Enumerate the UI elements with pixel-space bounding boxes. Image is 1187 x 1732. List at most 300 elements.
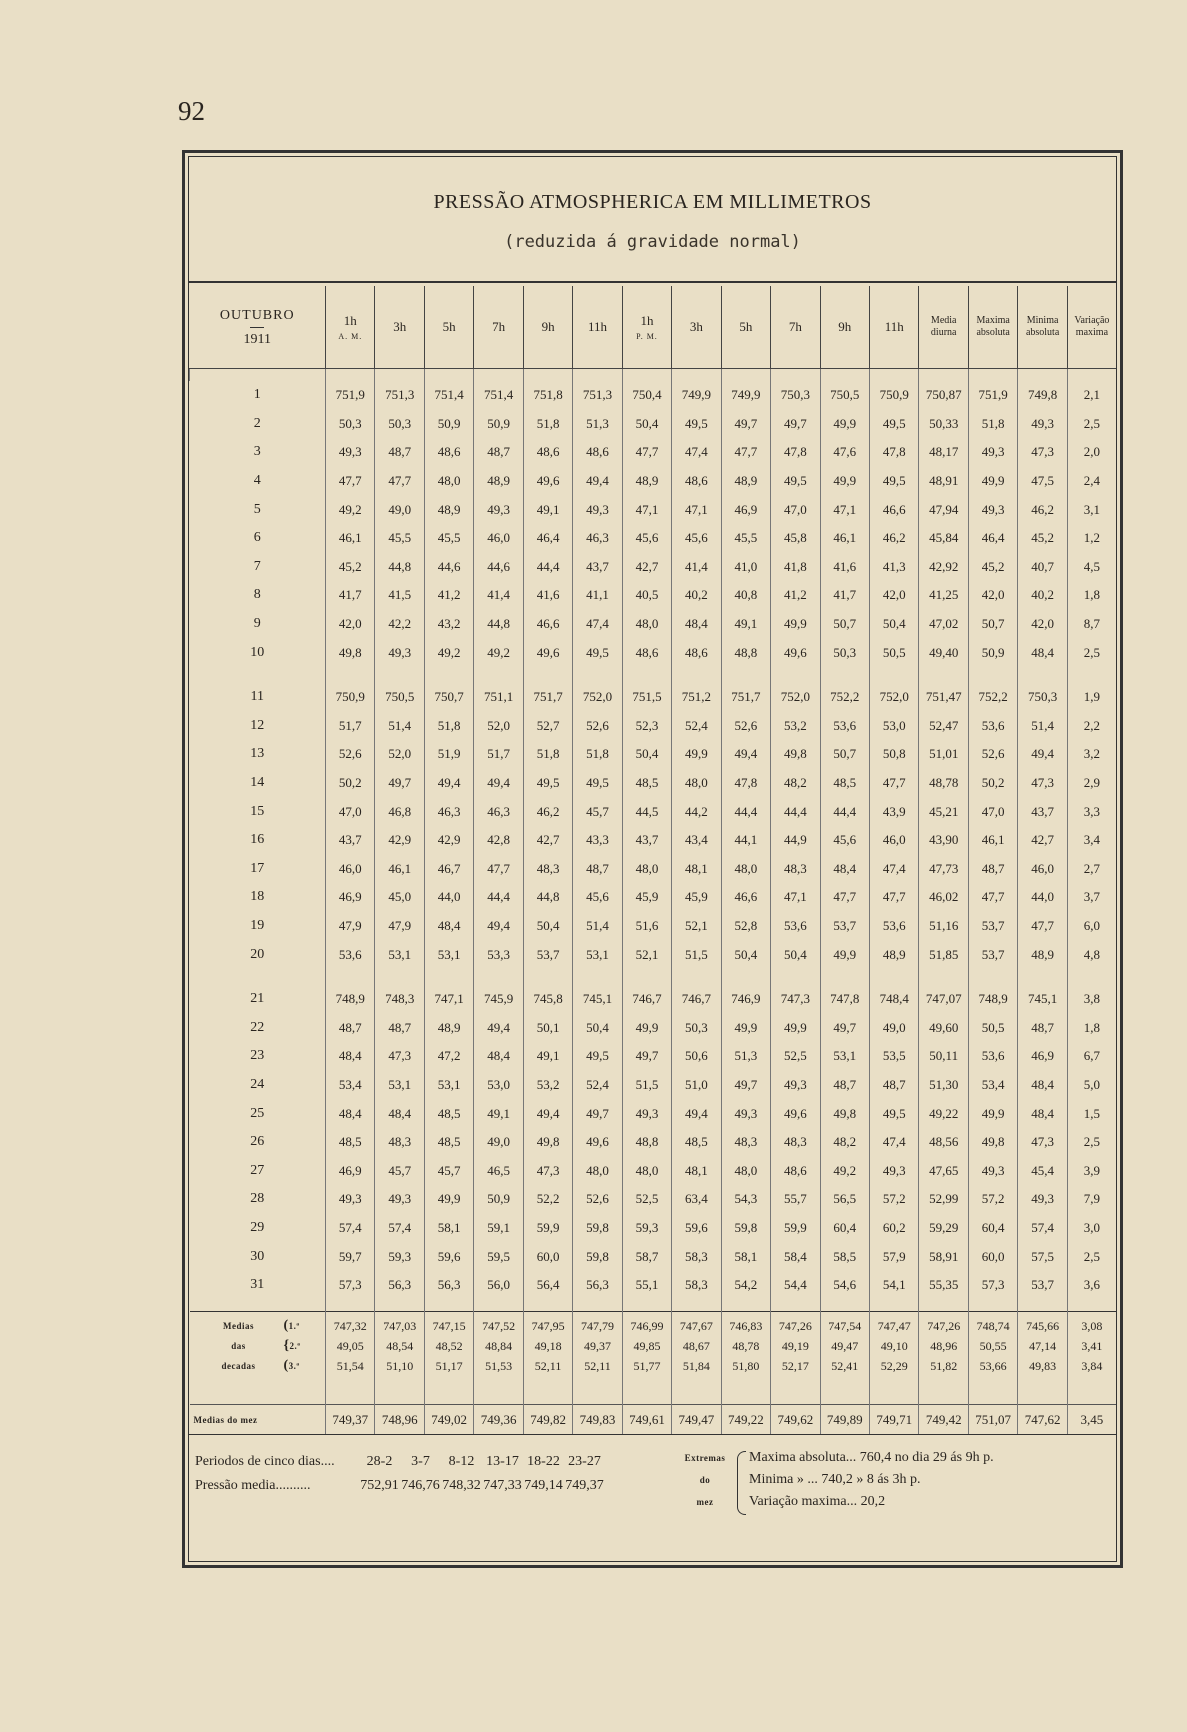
day-cell: 13 bbox=[250, 746, 265, 762]
value-cell: 49,3 bbox=[870, 1156, 919, 1185]
max-cell: 46,1 bbox=[968, 826, 1017, 855]
max-cell: 53,7 bbox=[968, 912, 1017, 941]
spacer-cell bbox=[573, 1376, 622, 1405]
day-cell: 18 bbox=[250, 889, 265, 905]
month-value: 748,96 bbox=[375, 1405, 424, 1436]
value-cell: 747,8 bbox=[820, 985, 869, 1014]
value-cell: 52,8 bbox=[721, 912, 770, 941]
media-cell: 52,47 bbox=[919, 712, 968, 741]
spacer-cell bbox=[326, 1376, 375, 1405]
value-cell: 49,4 bbox=[474, 769, 523, 798]
year-label: 1911 bbox=[243, 331, 271, 347]
value-cell: 49,5 bbox=[573, 1042, 622, 1071]
table-row bbox=[190, 1042, 1117, 1071]
min-cell: 40,2 bbox=[1018, 581, 1067, 610]
media-cell: 50,33 bbox=[919, 410, 968, 439]
value-cell: 52,0 bbox=[375, 740, 424, 769]
media-cell: 48,78 bbox=[919, 769, 968, 798]
table-row bbox=[190, 1242, 1117, 1271]
value-cell: 52,5 bbox=[771, 1042, 820, 1071]
value-cell: 49,9 bbox=[820, 410, 869, 439]
value-cell: 48,9 bbox=[474, 467, 523, 496]
max-cell: 49,3 bbox=[968, 495, 1017, 524]
table-frame bbox=[182, 150, 1123, 1568]
var-cell: 1,5 bbox=[1067, 1099, 1116, 1128]
max-cell: 49,8 bbox=[968, 1128, 1017, 1157]
value-cell: 51,7 bbox=[326, 712, 375, 741]
decade-var: 3,08 bbox=[1067, 1312, 1116, 1337]
spacer-cell bbox=[375, 667, 424, 683]
hour-header bbox=[523, 286, 572, 369]
value-cell: 49,3 bbox=[375, 1185, 424, 1214]
stat-header bbox=[919, 286, 968, 369]
value-cell: 51,5 bbox=[622, 1071, 671, 1100]
value-cell: 48,4 bbox=[326, 1099, 375, 1128]
value-cell: 44,5 bbox=[622, 797, 671, 826]
value-cell: 46,3 bbox=[424, 797, 473, 826]
max-cell: 49,3 bbox=[968, 1156, 1017, 1185]
media-cell: 55,35 bbox=[919, 1271, 968, 1300]
day-cell: 16 bbox=[250, 832, 265, 848]
value-cell: 58,7 bbox=[622, 1242, 671, 1271]
value-cell: 49,4 bbox=[424, 769, 473, 798]
value-cell: 49,9 bbox=[721, 1013, 770, 1042]
max-cell: 50,7 bbox=[968, 610, 1017, 639]
var-cell: 6,0 bbox=[1067, 912, 1116, 941]
value-cell: 48,8 bbox=[622, 1128, 671, 1157]
spacer-cell bbox=[424, 1299, 473, 1312]
min-cell: 42,7 bbox=[1018, 826, 1067, 855]
value-cell: 750,7 bbox=[424, 683, 473, 712]
media-cell: 51,01 bbox=[919, 740, 968, 769]
value-cell: 50,6 bbox=[672, 1042, 721, 1071]
value-cell: 42,7 bbox=[523, 826, 572, 855]
table-row bbox=[190, 438, 1117, 467]
value-cell: 47,0 bbox=[326, 797, 375, 826]
value-cell: 51,8 bbox=[523, 740, 572, 769]
value-cell: 49,1 bbox=[721, 610, 770, 639]
media-cell: 51,16 bbox=[919, 912, 968, 941]
value-cell: 60,4 bbox=[820, 1214, 869, 1243]
value-cell: 49,0 bbox=[474, 1128, 523, 1157]
min-cell: 749,8 bbox=[1018, 381, 1067, 410]
value-cell: 48,4 bbox=[474, 1042, 523, 1071]
hour-header bbox=[622, 286, 671, 369]
value-cell: 48,5 bbox=[622, 769, 671, 798]
day-cell: 5 bbox=[253, 501, 261, 517]
value-cell: 751,2 bbox=[672, 683, 721, 712]
period-value: 23-27 bbox=[568, 1454, 601, 1469]
value-cell: 47,9 bbox=[375, 912, 424, 941]
decade-row bbox=[190, 1356, 1117, 1376]
spacer-cell bbox=[968, 969, 1017, 985]
max-cell: 751,9 bbox=[968, 381, 1017, 410]
period-value: 8-12 bbox=[448, 1454, 475, 1469]
value-cell: 49,8 bbox=[523, 1128, 572, 1157]
spacer-cell bbox=[573, 667, 622, 683]
decade-value: 48,84 bbox=[474, 1336, 523, 1356]
value-cell: 45,2 bbox=[326, 553, 375, 582]
spacer-cell bbox=[375, 1376, 424, 1405]
value-cell: 751,3 bbox=[375, 381, 424, 410]
value-cell: 40,5 bbox=[622, 581, 671, 610]
hour-header bbox=[573, 286, 622, 369]
extreme-min: Minima » ... 740,2 » 8 ás 3h p. bbox=[749, 1472, 921, 1487]
var-cell: 3,0 bbox=[1067, 1214, 1116, 1243]
month-value: 749,22 bbox=[721, 1405, 770, 1436]
value-cell: 47,3 bbox=[523, 1156, 572, 1185]
value-cell: 51,0 bbox=[672, 1071, 721, 1100]
min-cell: 47,3 bbox=[1018, 438, 1067, 467]
hour-label: 1h bbox=[640, 313, 654, 328]
value-cell: 52,6 bbox=[573, 1185, 622, 1214]
value-cell: 49,0 bbox=[870, 1013, 919, 1042]
var-cell: 3,8 bbox=[1067, 985, 1116, 1014]
value-cell: 46,9 bbox=[326, 1156, 375, 1185]
value-cell: 48,1 bbox=[672, 1156, 721, 1185]
min-cell: 45,2 bbox=[1018, 524, 1067, 553]
value-cell: 44,1 bbox=[721, 826, 770, 855]
value-cell: 44,4 bbox=[474, 883, 523, 912]
decade-value: 747,26 bbox=[771, 1312, 820, 1337]
spacer-cell bbox=[721, 1299, 770, 1312]
value-cell: 53,6 bbox=[870, 912, 919, 941]
max-cell: 50,9 bbox=[968, 638, 1017, 667]
value-cell: 48,9 bbox=[622, 467, 671, 496]
value-cell: 48,4 bbox=[820, 855, 869, 884]
spacer-cell bbox=[771, 667, 820, 683]
value-cell: 52,3 bbox=[622, 712, 671, 741]
table-row bbox=[190, 940, 1117, 969]
decade-ordinal: 2.ª bbox=[289, 1341, 301, 1352]
pressure-value: 749,37 bbox=[565, 1478, 604, 1493]
value-cell: 46,4 bbox=[523, 524, 572, 553]
value-cell: 48,9 bbox=[721, 467, 770, 496]
value-cell: 57,4 bbox=[375, 1214, 424, 1243]
spacer-cell bbox=[474, 667, 523, 683]
spacer-cell bbox=[573, 969, 622, 985]
decade-value: 51,53 bbox=[474, 1356, 523, 1376]
value-cell: 748,4 bbox=[870, 985, 919, 1014]
spacer-cell bbox=[1018, 369, 1067, 382]
value-cell: 751,7 bbox=[721, 683, 770, 712]
value-cell: 49,8 bbox=[771, 740, 820, 769]
min-cell: 47,3 bbox=[1018, 1128, 1067, 1157]
var-cell: 4,5 bbox=[1067, 553, 1116, 582]
value-cell: 48,6 bbox=[622, 638, 671, 667]
spacer-cell bbox=[474, 369, 523, 382]
media-cell: 47,02 bbox=[919, 610, 968, 639]
value-cell: 751,8 bbox=[523, 381, 572, 410]
spacer-cell bbox=[1067, 369, 1116, 382]
value-cell: 50,3 bbox=[672, 1013, 721, 1042]
value-cell: 49,5 bbox=[523, 769, 572, 798]
table-row bbox=[190, 683, 1117, 712]
var-cell: 4,8 bbox=[1067, 940, 1116, 969]
table-row bbox=[190, 712, 1117, 741]
value-cell: 52,0 bbox=[474, 712, 523, 741]
spacer-cell bbox=[919, 1299, 968, 1312]
value-cell: 45,5 bbox=[424, 524, 473, 553]
value-cell: 47,9 bbox=[326, 912, 375, 941]
decade-value: 52,29 bbox=[870, 1356, 919, 1376]
spacer-cell bbox=[771, 369, 820, 382]
pressure-value: 747,33 bbox=[483, 1478, 522, 1493]
stat-header-line1: Variação bbox=[1074, 315, 1110, 326]
value-cell: 47,1 bbox=[672, 495, 721, 524]
value-cell: 750,4 bbox=[622, 381, 671, 410]
max-cell: 48,7 bbox=[968, 855, 1017, 884]
value-cell: 52,6 bbox=[573, 712, 622, 741]
decade-ordinal: 3.ª bbox=[288, 1361, 300, 1372]
value-cell: 59,8 bbox=[573, 1214, 622, 1243]
spacer-cell bbox=[523, 1376, 572, 1405]
value-cell: 49,7 bbox=[721, 1071, 770, 1100]
var-cell: 2,1 bbox=[1067, 381, 1116, 410]
value-cell: 50,5 bbox=[870, 638, 919, 667]
month-name: OUTUBRO bbox=[219, 307, 295, 323]
value-cell: 58,3 bbox=[672, 1271, 721, 1300]
value-cell: 50,4 bbox=[870, 610, 919, 639]
hour-header bbox=[721, 286, 770, 369]
month-max: 751,07 bbox=[968, 1405, 1017, 1436]
decade-label-cell bbox=[190, 1312, 326, 1337]
value-cell: 48,0 bbox=[721, 1156, 770, 1185]
day-cell: 31 bbox=[250, 1277, 265, 1293]
decade-value: 52,17 bbox=[771, 1356, 820, 1376]
value-cell: 46,6 bbox=[721, 883, 770, 912]
value-cell: 48,7 bbox=[820, 1071, 869, 1100]
value-cell: 48,3 bbox=[721, 1128, 770, 1157]
value-cell: 47,7 bbox=[474, 855, 523, 884]
min-cell: 57,4 bbox=[1018, 1214, 1067, 1243]
value-cell: 59,1 bbox=[474, 1214, 523, 1243]
value-cell: 48,1 bbox=[672, 855, 721, 884]
day-cell: 3 bbox=[253, 444, 261, 460]
table-row bbox=[190, 553, 1117, 582]
value-cell: 48,5 bbox=[672, 1128, 721, 1157]
month-value: 749,62 bbox=[771, 1405, 820, 1436]
spacer-cell bbox=[190, 969, 326, 985]
value-cell: 747,3 bbox=[771, 985, 820, 1014]
day-cell: 27 bbox=[250, 1162, 265, 1178]
header-divider bbox=[189, 281, 1116, 283]
value-cell: 48,0 bbox=[622, 1156, 671, 1185]
min-cell: 57,5 bbox=[1018, 1242, 1067, 1271]
spacer-cell bbox=[523, 369, 572, 382]
value-cell: 48,5 bbox=[326, 1128, 375, 1157]
pressure-row bbox=[195, 1474, 605, 1498]
pressure-value: 752,91 bbox=[360, 1478, 399, 1493]
spacer-cell bbox=[771, 969, 820, 985]
day-cell: 12 bbox=[250, 717, 265, 733]
var-cell: 3,4 bbox=[1067, 826, 1116, 855]
value-cell: 746,7 bbox=[622, 985, 671, 1014]
spacer-cell bbox=[190, 1376, 326, 1405]
min-cell: 45,4 bbox=[1018, 1156, 1067, 1185]
value-cell: 60,0 bbox=[523, 1242, 572, 1271]
spacer-cell bbox=[820, 1299, 869, 1312]
value-cell: 58,5 bbox=[820, 1242, 869, 1271]
value-cell: 44,9 bbox=[771, 826, 820, 855]
value-cell: 752,0 bbox=[771, 683, 820, 712]
value-cell: 49,1 bbox=[523, 495, 572, 524]
table-row bbox=[190, 1214, 1117, 1243]
value-cell: 44,4 bbox=[771, 797, 820, 826]
table-row bbox=[190, 912, 1117, 941]
spacer-cell bbox=[919, 1376, 968, 1405]
value-cell: 50,4 bbox=[573, 1013, 622, 1042]
max-cell: 53,4 bbox=[968, 1071, 1017, 1100]
min-cell: 47,7 bbox=[1018, 912, 1067, 941]
value-cell: 57,2 bbox=[870, 1185, 919, 1214]
spacer-cell bbox=[870, 667, 919, 683]
value-cell: 752,0 bbox=[573, 683, 622, 712]
value-cell: 746,9 bbox=[721, 985, 770, 1014]
media-cell: 50,11 bbox=[919, 1042, 968, 1071]
spacer-cell bbox=[622, 1299, 671, 1312]
pressure-value: 746,76 bbox=[401, 1478, 440, 1493]
value-cell: 50,3 bbox=[820, 638, 869, 667]
spacer-cell bbox=[672, 969, 721, 985]
max-cell: 60,4 bbox=[968, 1214, 1017, 1243]
spacer-cell bbox=[820, 369, 869, 382]
min-cell: 42,0 bbox=[1018, 610, 1067, 639]
var-cell: 2,5 bbox=[1067, 638, 1116, 667]
value-cell: 52,5 bbox=[622, 1185, 671, 1214]
month-value: 749,83 bbox=[573, 1405, 622, 1436]
value-cell: 47,4 bbox=[870, 1128, 919, 1157]
value-cell: 50,2 bbox=[326, 769, 375, 798]
spacer-cell bbox=[474, 1376, 523, 1405]
spacer-cell bbox=[870, 369, 919, 382]
value-cell: 47,4 bbox=[672, 438, 721, 467]
stat-header bbox=[1067, 286, 1116, 369]
decade-label-cell bbox=[190, 1336, 326, 1356]
value-cell: 54,2 bbox=[721, 1271, 770, 1300]
media-cell: 51,30 bbox=[919, 1071, 968, 1100]
spacer-cell bbox=[523, 1299, 572, 1312]
decade-brace: ( bbox=[283, 1318, 289, 1334]
spacer-cell bbox=[672, 369, 721, 382]
max-cell: 50,2 bbox=[968, 769, 1017, 798]
value-cell: 54,1 bbox=[870, 1271, 919, 1300]
value-cell: 49,3 bbox=[622, 1099, 671, 1128]
table-row bbox=[190, 410, 1117, 439]
value-cell: 46,0 bbox=[870, 826, 919, 855]
value-cell: 45,6 bbox=[672, 524, 721, 553]
min-cell: 46,9 bbox=[1018, 1042, 1067, 1071]
value-cell: 49,7 bbox=[771, 410, 820, 439]
month-header bbox=[190, 286, 326, 369]
hour-header bbox=[672, 286, 721, 369]
value-cell: 48,9 bbox=[870, 940, 919, 969]
value-cell: 47,1 bbox=[820, 495, 869, 524]
value-cell: 45,6 bbox=[622, 524, 671, 553]
stat-header-line1: Media bbox=[930, 315, 957, 326]
max-cell: 60,0 bbox=[968, 1242, 1017, 1271]
spacer-row bbox=[190, 667, 1117, 683]
decade-value: 747,79 bbox=[573, 1312, 622, 1337]
value-cell: 55,1 bbox=[622, 1271, 671, 1300]
value-cell: 48,0 bbox=[622, 610, 671, 639]
min-cell: 49,4 bbox=[1018, 740, 1067, 769]
decade-media: 51,82 bbox=[919, 1356, 968, 1376]
decade-word: Medias bbox=[223, 1321, 254, 1332]
value-cell: 41,6 bbox=[523, 581, 572, 610]
var-cell: 3,1 bbox=[1067, 495, 1116, 524]
value-cell: 41,3 bbox=[870, 553, 919, 582]
spacer-cell bbox=[1018, 1376, 1067, 1405]
value-cell: 749,9 bbox=[672, 381, 721, 410]
decade-value: 51,84 bbox=[672, 1356, 721, 1376]
value-cell: 53,1 bbox=[820, 1042, 869, 1071]
value-cell: 51,6 bbox=[622, 912, 671, 941]
var-cell: 8,7 bbox=[1067, 610, 1116, 639]
value-cell: 57,4 bbox=[326, 1214, 375, 1243]
value-cell: 47,7 bbox=[622, 438, 671, 467]
spacer-cell bbox=[1067, 667, 1116, 683]
hour-label: 3h bbox=[689, 319, 703, 334]
min-cell: 44,0 bbox=[1018, 883, 1067, 912]
value-cell: 51,8 bbox=[523, 410, 572, 439]
decade-brace: { bbox=[283, 1338, 290, 1354]
decade-max: 748,74 bbox=[968, 1312, 1017, 1337]
stat-header bbox=[968, 286, 1017, 369]
day-cell: 11 bbox=[250, 689, 264, 705]
spacer-cell bbox=[820, 1376, 869, 1405]
var-cell: 2,7 bbox=[1067, 855, 1116, 884]
decade-value: 747,52 bbox=[474, 1312, 523, 1337]
hour-label: 11h bbox=[884, 319, 904, 334]
value-cell: 46,2 bbox=[870, 524, 919, 553]
value-cell: 53,3 bbox=[474, 940, 523, 969]
max-cell: 49,9 bbox=[968, 467, 1017, 496]
value-cell: 53,7 bbox=[820, 912, 869, 941]
table-row bbox=[190, 1013, 1117, 1042]
periods-row bbox=[195, 1450, 605, 1474]
value-cell: 49,5 bbox=[870, 467, 919, 496]
max-cell: 46,4 bbox=[968, 524, 1017, 553]
media-cell: 48,91 bbox=[919, 467, 968, 496]
decade-media: 747,26 bbox=[919, 1312, 968, 1337]
spacer-cell bbox=[1018, 667, 1067, 683]
value-cell: 48,4 bbox=[424, 912, 473, 941]
value-cell: 41,7 bbox=[326, 581, 375, 610]
day-cell: 7 bbox=[253, 558, 261, 574]
min-cell: 48,4 bbox=[1018, 1099, 1067, 1128]
value-cell: 53,1 bbox=[375, 940, 424, 969]
max-cell: 57,2 bbox=[968, 1185, 1017, 1214]
value-cell: 48,6 bbox=[424, 438, 473, 467]
decade-value: 747,47 bbox=[870, 1312, 919, 1337]
value-cell: 48,6 bbox=[672, 467, 721, 496]
value-cell: 45,5 bbox=[721, 524, 770, 553]
value-cell: 44,4 bbox=[721, 797, 770, 826]
value-cell: 52,4 bbox=[573, 1071, 622, 1100]
stat-header bbox=[1018, 286, 1067, 369]
decade-value: 747,95 bbox=[523, 1312, 572, 1337]
media-cell: 45,84 bbox=[919, 524, 968, 553]
value-cell: 49,1 bbox=[523, 1042, 572, 1071]
value-cell: 48,4 bbox=[672, 610, 721, 639]
value-cell: 751,3 bbox=[573, 381, 622, 410]
var-cell: 6,7 bbox=[1067, 1042, 1116, 1071]
value-cell: 49,6 bbox=[771, 638, 820, 667]
var-cell: 2,0 bbox=[1067, 438, 1116, 467]
day-cell: 1 bbox=[253, 387, 261, 403]
value-cell: 50,7 bbox=[820, 610, 869, 639]
